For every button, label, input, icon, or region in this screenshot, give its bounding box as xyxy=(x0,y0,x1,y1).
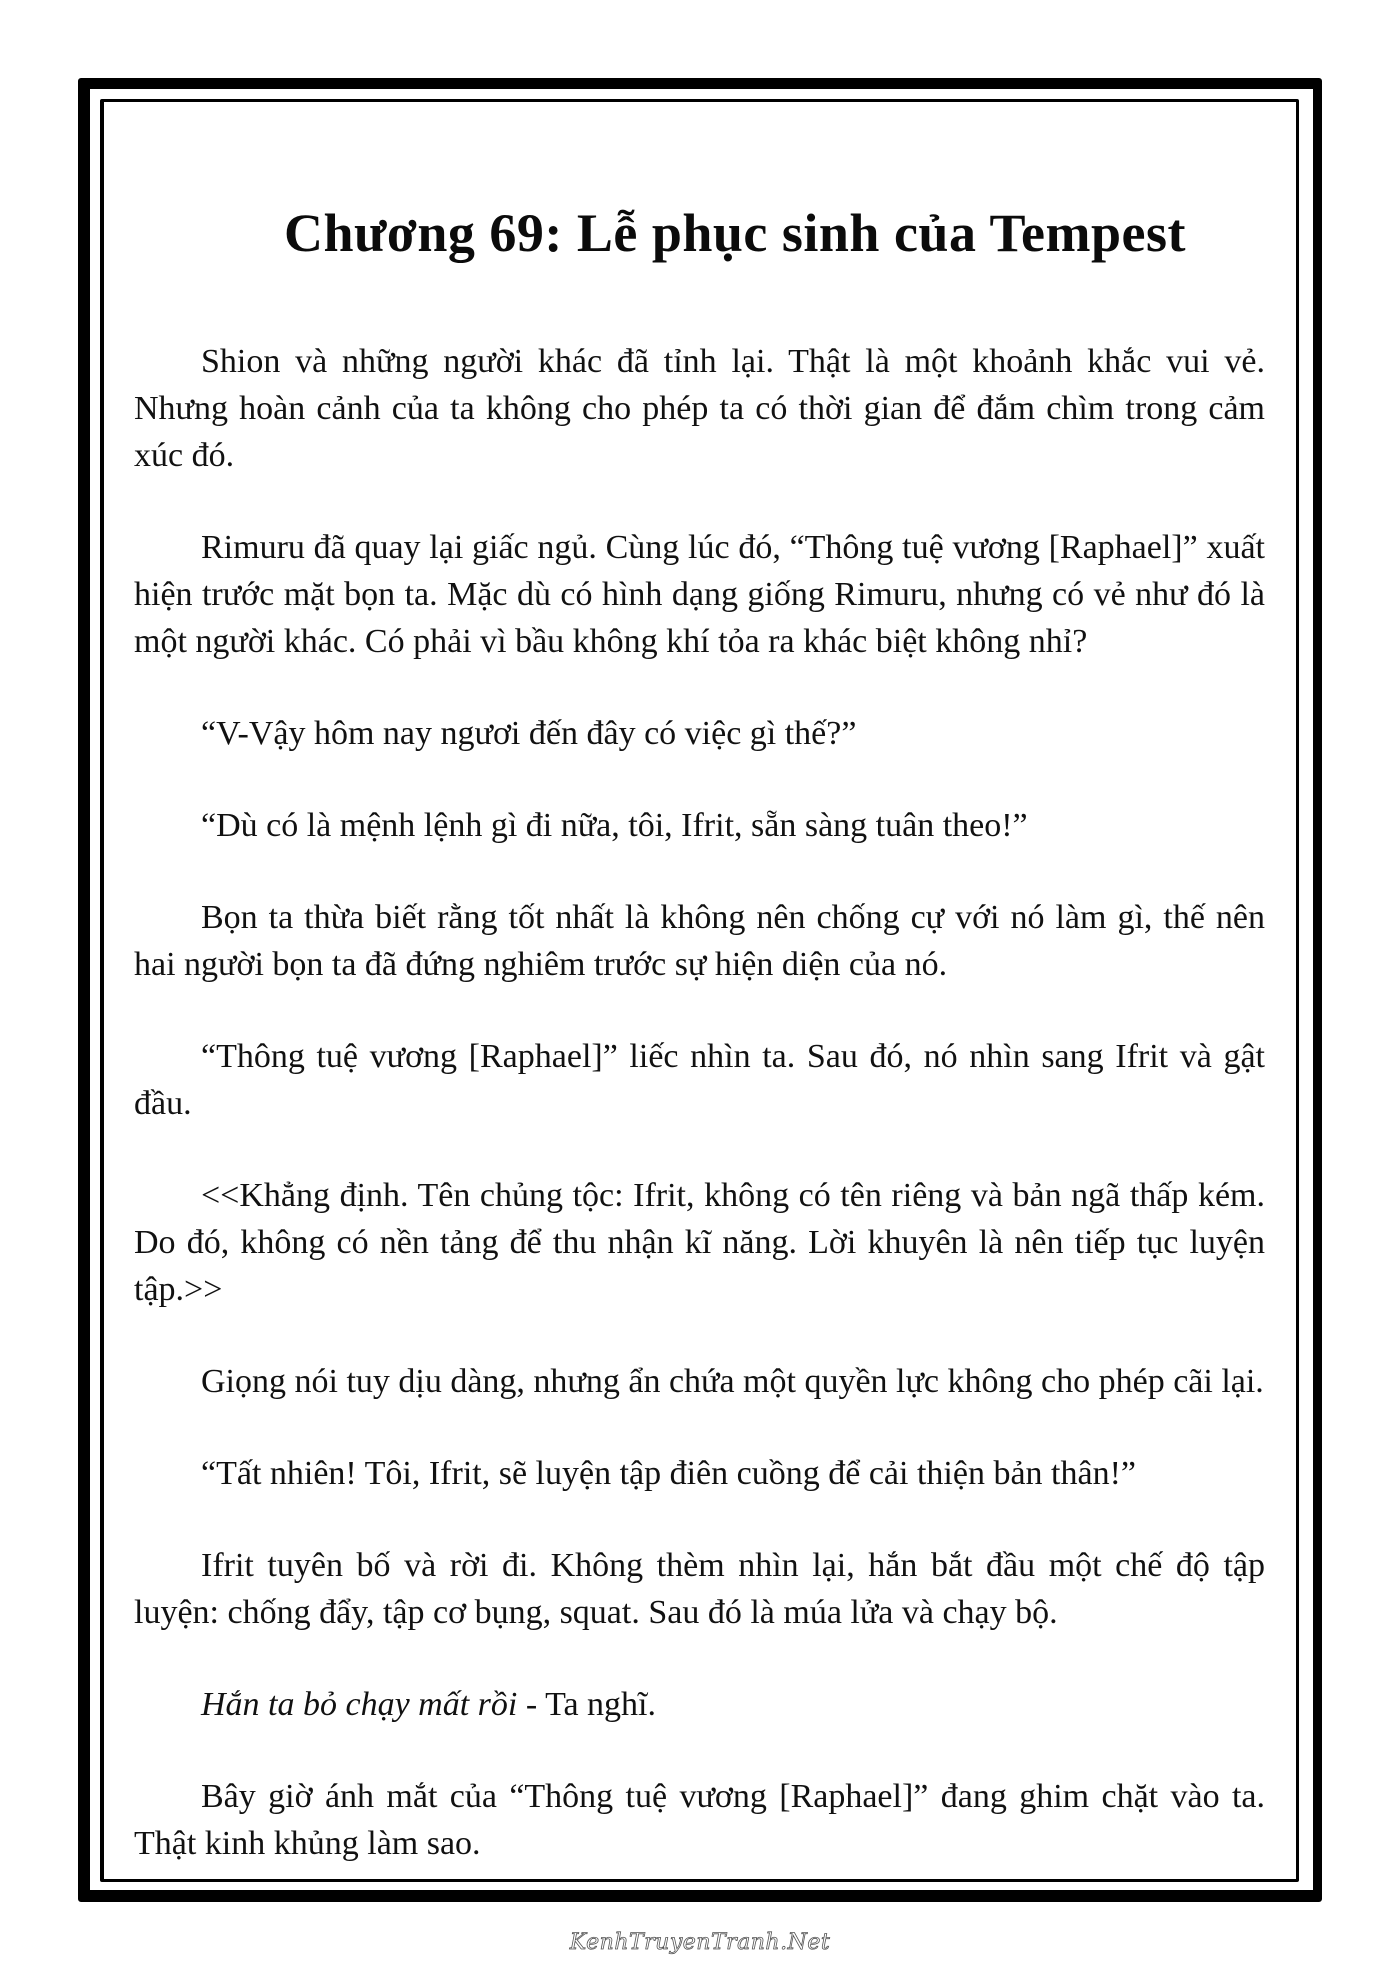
thought-attribution: - Ta nghĩ. xyxy=(517,1686,656,1723)
paragraph: Giọng nói tuy dịu dàng, nhưng ẩn chứa một quyền lực không cho phép cãi lại. xyxy=(201,1363,1264,1400)
paragraph: Bây giờ ánh mắt của “Thông tuệ vương [Raphael]” đang ghim chặt vào ta. Thật kinh khủng làm sao. xyxy=(134,1778,1265,1862)
paragraph: <<Khẳng định. Tên chủng tộc: Ifrit, không có tên riêng và bản ngã thấp kém. Do đó, không có nền tảng để thu nhận kĩ năng. Lời khuyên là nên tiếp tục luyện tập.>> xyxy=(134,1177,1265,1308)
paragraph: Shion và những người khác đã tỉnh lại. Thật là một khoảnh khắc vui vẻ. Nhưng hoàn cảnh của ta không cho phép ta có thời gian để đắm chìm trong cảm xúc đó. xyxy=(134,343,1265,474)
chapter-title: Chương 69: Lễ phục sinh của Tempest xyxy=(283,203,1186,263)
paragraph: Ifrit tuyên bố và rời đi. Không thèm nhìn lại, hắn bắt đầu một chế độ tập luyện: chống đẩy, tập cơ bụng, squat. Sau đó là múa lửa và chạy bộ. xyxy=(134,1547,1265,1631)
paragraph: “Thông tuệ vương [Raphael]” liếc nhìn ta. Sau đó, nó nhìn sang Ifrit và gật đầu. xyxy=(134,1038,1265,1122)
site-watermark: KenhTruyenTranh.Net xyxy=(569,1930,831,1955)
thought-italic-text: Hắn ta bỏ chạy mất rồi xyxy=(201,1686,518,1723)
paragraph: Rimuru đã quay lại giấc ngủ. Cùng lúc đó, “Thông tuệ vương [Raphael]” xuất hiện trước mặt bọn ta. Mặc dù có hình dạng giống Rimuru, nhưng có vẻ như đó là một người khác. Có phải vì bầu không khí tỏa ra khác biệt không nhỉ? xyxy=(134,529,1265,660)
paragraph: “V-Vậy hôm nay ngươi đến đây có việc gì thế?” xyxy=(201,715,857,752)
paragraph-thought xyxy=(134,1681,1265,1728)
chapter-body xyxy=(134,338,1265,1867)
paragraph: “Tất nhiên! Tôi, Ifrit, sẽ luyện tập điên cuồng để cải thiện bản thân!” xyxy=(201,1455,1136,1492)
paragraph: “Dù có là mệnh lệnh gì đi nữa, tôi, Ifrit, sẵn sàng tuân theo!” xyxy=(201,807,1028,844)
paragraph: Bọn ta thừa biết rằng tốt nhất là không nên chống cự với nó làm gì, thế nên hai người bọn ta đã đứng nghiêm trước sự hiện diện của nó. xyxy=(134,899,1265,983)
